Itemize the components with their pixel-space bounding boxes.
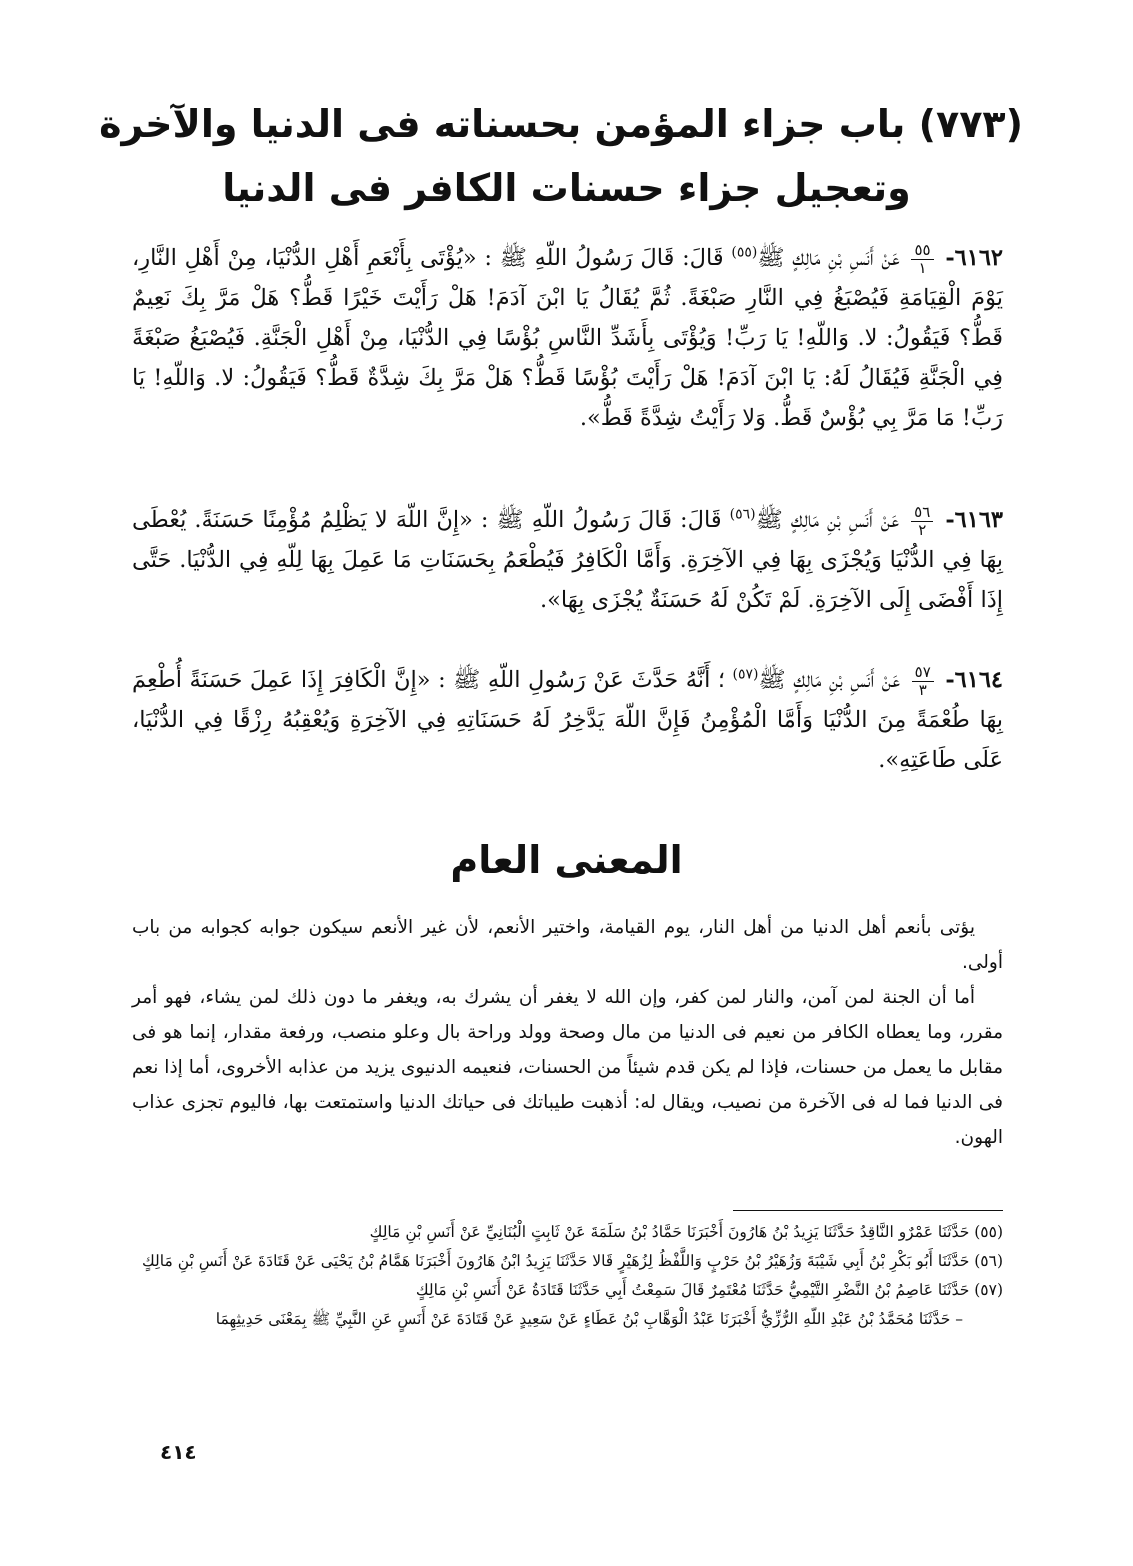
meaning-paragraph-2: أما أن الجنة لمن آمن، والنار لمن كفر، وإن الله لا يغفر أن يشرك به، ويغفر ما دون ذلك لمن يشاء، فهو أمر مقرر، وما يعطاه الكافر من نعيم فى الدنيا من مال وصحة وولد وراحة بال وعلو منصب، ورفعة مقدار، إنما هو فى مقابل ما يعمل من حسنات، فإذا لم يكن قدم شيئاً من الحسنات، فنعيمه الدنيوى يزيد من عذابه الأخروى، أما إذا نعم فى الدنيا فما له فى الآخرة من نصيب، ويقال له: أذهبت طيباتك فى حياتك الدنيا واستمتعت بها، فاليوم تجزى عذاب الهون. (132, 987, 1003, 1148)
hadith-fraction: $\frac{٥٥}{١}$ (911, 243, 933, 276)
footnote-marker: (٥٥) (731, 244, 758, 261)
footnote-57: (٥٧) حَدَّثَنَا عَاصِمُ بْنُ النَّضْرِ التَّيْمِيُّ حَدَّثَنَا مُعْتَمِرٌ قَالَ سَمِعْتُ أَبِي حَدَّثَنَا قَتَادَةُ عَنْ أَنَسِ بْنِ مَالِكٍ (415, 1281, 1003, 1299)
hadith-narrator: عَنْ أَنَسِ بْنِ مَالِكٍ ﷺ (757, 245, 900, 271)
meaning-paragraph-1: يؤتى بأنعم أهل الدنيا من أهل النار، يوم القيامة، واختير الأنعم، لأن غير الأنعم سيكون جوابه كجوابه من باب أولى. (132, 917, 1003, 973)
general-meaning-text (132, 910, 1003, 1155)
footnote-marker: (٥٧) (732, 666, 759, 683)
hadith-fraction: $\frac{٥٦}{٢}$ (911, 505, 933, 538)
hadith-number: ٦١٦٤- (945, 667, 1003, 693)
footnote-55: (٥٥) حَدَّثَنَا عَمْرٌو النَّاقِدُ حَدَّثَنَا يَزِيدُ بْنُ هَارُونَ أَخْبَرَنَا حَمَّادُ بْنُ سَلَمَةَ عَنْ ثَابِتٍ الْبُنَانِيِّ عَنْ أَنَسِ بْنِ مَالِكٍ (369, 1223, 1003, 1241)
section-heading-general-meaning: المعنى العام (450, 838, 683, 882)
footnote-56: (٥٦) حَدَّثَنَا أَبُو بَكْرِ بْنُ أَبِي شَيْبَةَ وَزُهَيْرُ بْنُ حَرْبٍ وَاللَّفْظُ لِزُهَيْرٍ قَالا حَدَّثَنَا يَزِيدُ ابْنُ هَارُونَ أَخْبَرَنَا هَمَّامُ بْنُ يَحْيَى عَنْ قَتَادَةَ عَنْ أَنَسِ بْنِ مَالِكٍ (141, 1252, 1003, 1270)
chapter-title-line-2: وتعجيل جزاء حسنات الكافر فى الدنيا (222, 166, 911, 210)
chapter-title-line-1: (٧٧٣) باب جزاء المؤمن بحسناته فى الدنيا والآخرة (99, 102, 1023, 146)
hadith-6163 (132, 500, 1003, 620)
hadith-narrator: عَنْ أَنَسِ بْنِ مَالِكٍ ﷺ (755, 507, 900, 533)
hadith-text: قَالَ: قَالَ رَسُولُ اللّهِ ﷺ : «إِنَّ اللّهَ لا يَظْلِمُ مُؤْمِنًا حَسَنَةً. يُعْطَى بِهَا فِي الدُّنْيَا وَيُجْزَى بِهَا فِي الآخِرَةِ. وَأَمَّا الْكَافِرُ فَيُطْعَمُ بِحَسَنَاتِ مَا عَمِلَ بِهَا لِلّهِ فِي الدُّنْيَا. حَتَّى إِذَا أَفْضَى إِلَى الآخِرَةِ. لَمْ تَكُنْ لَهُ حَسَنَةٌ يُجْزَى بِهَا». (132, 507, 1003, 613)
hadith-narrator: عَنْ أَنَسِ بْنِ مَالِكٍ ﷺ (758, 667, 901, 693)
hadith-number: ٦١٦٢- (945, 245, 1004, 271)
hadith-6162 (132, 238, 1003, 438)
page-number: ٤١٤ (160, 1440, 197, 1464)
hadith-number: ٦١٦٣- (945, 507, 1003, 533)
footnote-divider (733, 1210, 1003, 1211)
footnote-57-continued: – حَدَّثَنَا مُحَمَّدُ بْنُ عَبْدِ اللّهِ الرُّزِّيُّ أَخْبَرَنَا عَبْدُ الْوَهَّابِ بْنُ عَطَاءٍ عَنْ سَعِيدٍ عَنْ قَتَادَةَ عَنْ أَنَسٍ عَنِ النَّبِيِّ ﷺ بِمَعْنَى حَدِيثِهِمَا (215, 1310, 963, 1328)
chapter-title (99, 92, 1023, 220)
footnotes (132, 1218, 1003, 1334)
hadith-fraction: $\frac{٥٧}{٣}$ (912, 665, 934, 698)
hadith-text: قَالَ: قَالَ رَسُولُ اللّهِ ﷺ : «يُؤْتَى بِأَنْعَمِ أَهْلِ الدُّنْيَا، مِنْ أَهْلِ النَّارِ، يَوْمَ الْقِيَامَةِ فَيُصْبَغُ فِي النَّارِ صَبْغَةً. ثُمَّ يُقَالُ يَا ابْنَ آدَمَ! هَلْ رَأَيْتَ خَيْرًا قَطُّ؟ هَلْ مَرَّ بِكَ نَعِيمٌ قَطُّ؟ فَيَقُولُ: لا. وَاللّهِ! يَا رَبِّ! وَيُؤْتَى بِأَشَدِّ النَّاسِ بُؤْسًا فِي الدُّنْيَا، مِنْ أَهْلِ الْجَنَّةِ. فَيُصْبَغُ صَبْغَةً فِي الْجَنَّةِ فَيُقَالُ لَهُ: يَا ابْنَ آدَمَ! هَلْ رَأَيْتَ بُؤْسًا قَطُّ؟ هَلْ مَرَّ بِكَ شِدَّةٌ قَطُّ؟ فَيَقُولُ: لا. وَاللّهِ! يَا رَبِّ! مَا مَرَّ بِي بُؤْسٌ قَطُّ. وَلا رَأَيْتُ شِدَّةً قَطُّ». (132, 245, 1003, 431)
footnote-marker: (٥٦) (729, 506, 756, 523)
hadith-6164 (132, 660, 1003, 780)
hadith-text: ؛ أَنَّهُ حَدَّثَ عَنْ رَسُولِ اللّهِ ﷺ : «إِنَّ الْكَافِرَ إِذَا عَمِلَ حَسَنَةً أُطْعِمَ بِهَا طُعْمَةً مِنَ الدُّنْيَا وَأَمَّا الْمُؤْمِنُ فَإِنَّ اللّهَ يَدَّخِرُ لَهُ حَسَنَاتِهِ فِي الآخِرَةِ وَيُعْقِبُهُ رِزْقًا فِي الدُّنْيَا، عَلَى طَاعَتِهِ». (132, 667, 1003, 773)
